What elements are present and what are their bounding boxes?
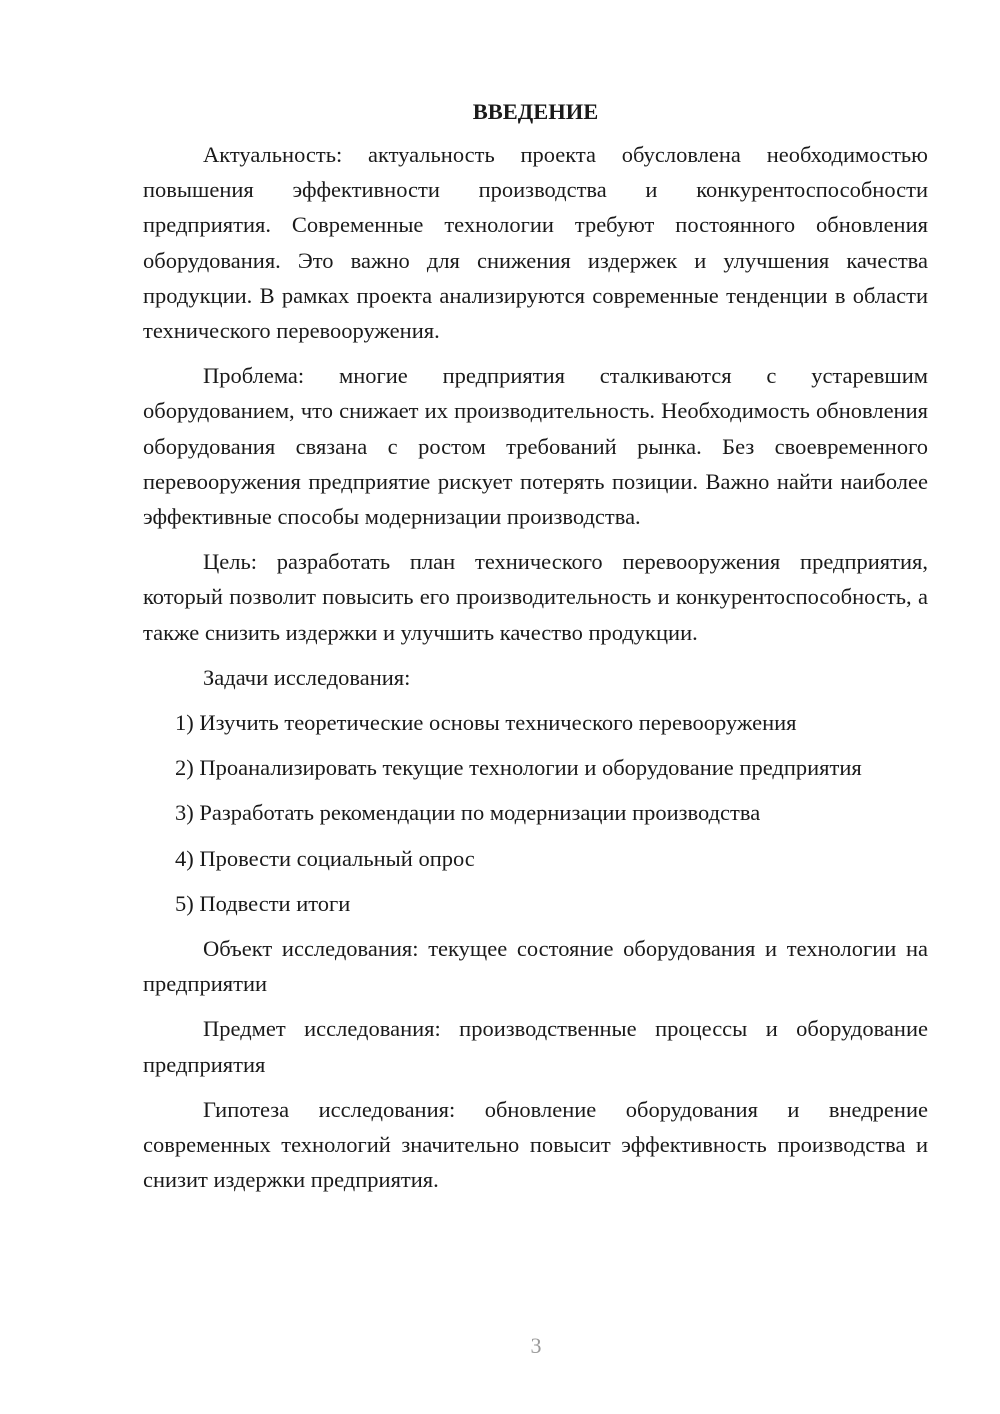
- task-item-2: 2) Проанализировать текущие технологии и оборудование предприятия: [175, 755, 862, 781]
- hypothesis-paragraph: Гипотеза исследования: обновление оборудования и внедрение современных технологий значительно повысит эффективность производства и снизит издержки предприятия.: [143, 1096, 928, 1193]
- page-title: ВВЕДЕНИЕ: [472, 99, 599, 124]
- page-content: [143, 94, 928, 1207]
- page-number: 3: [530, 1333, 542, 1358]
- tasks-label: Задачи исследования:: [203, 664, 411, 690]
- task-item-3: 3) Разработать рекомендации по модернизации производства: [175, 800, 761, 826]
- task-item-4: 4) Провести социальный опрос: [175, 845, 475, 871]
- problem-paragraph: Проблема: многие предприятия сталкиваются с устаревшим оборудованием, что снижает их производительность. Необходимость обновления оборудования связана с ростом требований рынка. Без своевременного перевооружения предприятие рискует потерять позиции. Важно найти наиболее эффективные способы модернизации производства.: [143, 363, 928, 530]
- relevance-paragraph: Актуальность: актуальность проекта обусловлена необходимостью повышения эффективности производства и конкурентоспособности предприятия. Современные технологии требуют постоянного обновления оборудования. Это важно для снижения издержек и улучшения качества продукции. В рамках проекта анализируются современные тенденции в области технического перевооружения.: [143, 142, 928, 344]
- goal-paragraph: Цель: разработать план технического перевооружения предприятия, который позволит повысить его производительность и конкурентоспособность, а также снизить издержки и улучшить качество продукции.: [143, 549, 928, 645]
- object-paragraph: Объект исследования: текущее состояние оборудования и технологии на предприятии: [143, 936, 928, 997]
- subject-paragraph: Предмет исследования: производственные процессы и оборудование предприятия: [143, 1016, 928, 1077]
- task-item-1: 1) Изучить теоретические основы технического перевооружения: [175, 710, 797, 736]
- task-item-5: 5) Подвести итоги: [175, 890, 351, 916]
